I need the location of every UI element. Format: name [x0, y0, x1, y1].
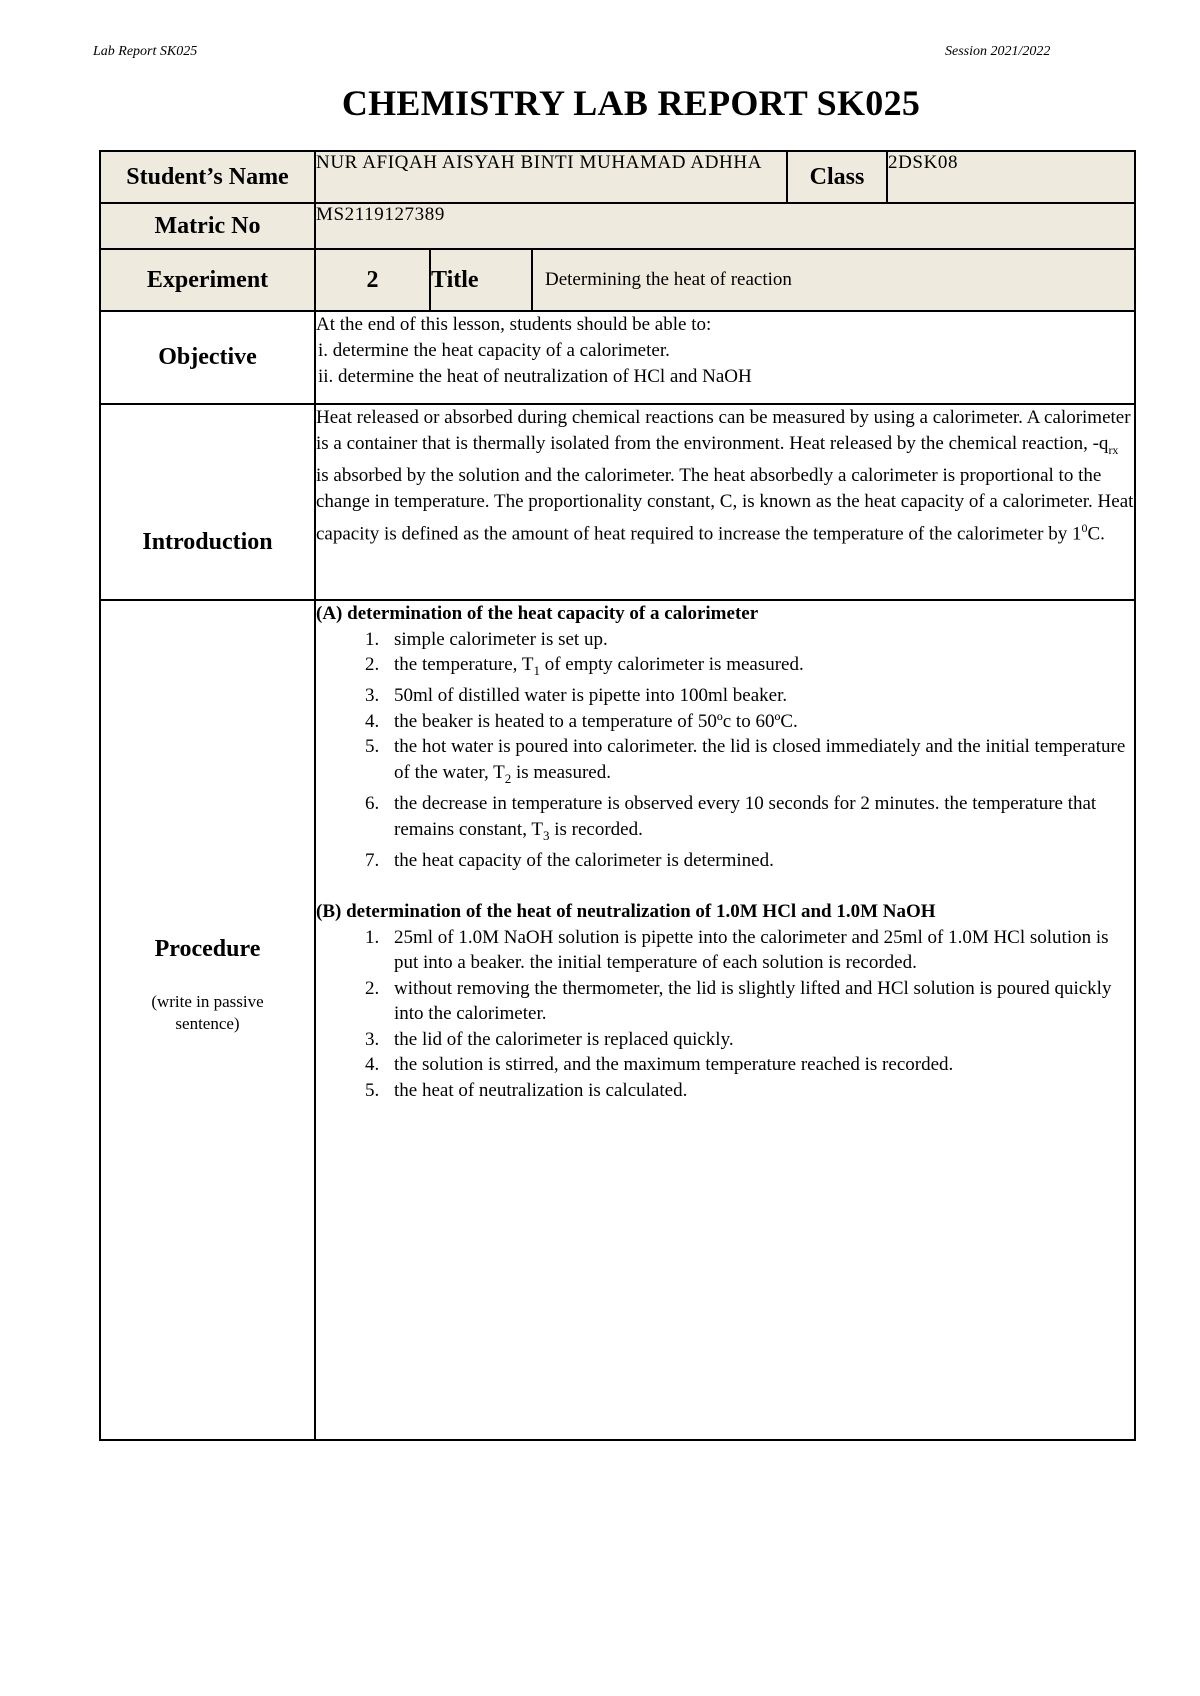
- intro-part-3: C.: [1087, 523, 1105, 545]
- intro-part-1: Heat released or absorbed during chemical reactions can be measured by using a calorimeter. A calorimeter is a container that is thermally isolated from the environment. Heat released by the chemical reaction, -q: [316, 407, 1131, 454]
- list-item: 7. the heat capacity of the calorimeter is determined.: [384, 848, 1134, 874]
- running-header-right: Session 2021/2022: [945, 44, 1051, 59]
- student-name-row: [100, 151, 1135, 203]
- list-item: 2. without removing the thermometer, the lid is slightly lifted and HCl solution is poured quickly into the calorimeter.: [384, 976, 1134, 1027]
- student-name-value: NUR AFIQAH AISYAH BINTI MUHAMAD ADHHA: [315, 151, 787, 203]
- procedure-label-cell: [100, 600, 315, 1440]
- report-title: CHEMISTRY LAB REPORT SK025: [341, 83, 921, 123]
- list-item: 5. the heat of neutralization is calculated.: [384, 1078, 1134, 1104]
- introduction-label: Introduction: [100, 404, 315, 600]
- section-b-steps: [316, 925, 1134, 1104]
- procedure-cell: [315, 600, 1135, 1440]
- list-item: 1. 25ml of 1.0M NaOH solution is pipette into the calorimeter and 25ml of 1.0M HCl solution is put into a beaker. the initial temperature of each solution is recorded.: [384, 925, 1134, 976]
- experiment-number: 2: [315, 249, 430, 311]
- class-label: Class: [787, 151, 887, 203]
- list-item: 1. simple calorimeter is set up.: [384, 627, 1134, 653]
- title-label: Title: [430, 249, 532, 311]
- report-table: [99, 150, 1136, 1441]
- procedure-row: [100, 600, 1135, 1440]
- matric-no-label: Matric No: [100, 203, 315, 249]
- intro-subscript-rx: rx: [1108, 442, 1119, 457]
- objective-row: [100, 311, 1135, 404]
- list-item: 2. the temperature, $T_1$ of empty calorimeter is measured.: [384, 652, 1134, 683]
- introduction-text: [315, 404, 1135, 600]
- objective-intro: At the end of this lesson, students should be able to:: [316, 314, 712, 335]
- list-item: 4. the solution is stirred, and the maximum temperature reached is recorded.: [384, 1052, 1134, 1078]
- list-item: 6. the decrease in temperature is observed every 10 seconds for 2 minutes. the temperature that remains constant, $T_3$ is recorded.: [384, 791, 1134, 848]
- class-value: 2DSK08: [887, 151, 1135, 203]
- list-item: 5. the hot water is poured into calorimeter. the lid is closed immediately and the initial temperature of the water, $T_2$ is measured.: [384, 734, 1134, 791]
- section-a-heading: (A) determination of the heat capacity of a calorimeter: [316, 603, 759, 624]
- matric-row: [100, 203, 1135, 249]
- list-item: 3. the lid of the calorimeter is replaced quickly.: [384, 1027, 1134, 1053]
- experiment-label: Experiment: [100, 249, 315, 311]
- section-spacer: [316, 873, 1134, 899]
- list-item: 3. 50ml of distilled water is pipette into 100ml beaker.: [384, 683, 1134, 709]
- matric-no-value: MS2119127389: [315, 203, 1135, 249]
- objective-cell: [315, 311, 1135, 404]
- experiment-row: [100, 249, 1135, 311]
- student-name-label: Student’s Name: [100, 151, 315, 203]
- objective-item: i. determine the heat capacity of a calorimeter.: [318, 340, 670, 361]
- experiment-title: Determining the heat of reaction: [532, 249, 1135, 311]
- objective-label: Objective: [100, 311, 315, 404]
- list-item: 4. the beaker is heated to a temperature of 50ºc to 60ºC.: [384, 709, 1134, 735]
- procedure-note: (write in passive sentence): [151, 991, 264, 1033]
- intro-superscript: 0: [1081, 520, 1088, 535]
- running-header-left: Lab Report SK025: [93, 44, 198, 59]
- section-a-steps: [316, 627, 1134, 874]
- procedure-label: Procedure: [154, 935, 261, 962]
- section-b-heading: (B) determination of the heat of neutralization of 1.0M HCl and 1.0M NaOH: [316, 901, 936, 923]
- introduction-row: [100, 404, 1135, 600]
- intro-part-2: is absorbed by the solution and the calorimeter. The heat absorbedly a calorimeter is proportional to the change in temperature. The proportionality constant, C, is known as the heat capacity of a calorimeter. Heat capacity is defined as the amount of heat required to increase the temperature of the calorimeter by 1: [316, 464, 1134, 545]
- objective-item: ii. determine the heat of neutralization of HCl and NaOH: [318, 366, 752, 387]
